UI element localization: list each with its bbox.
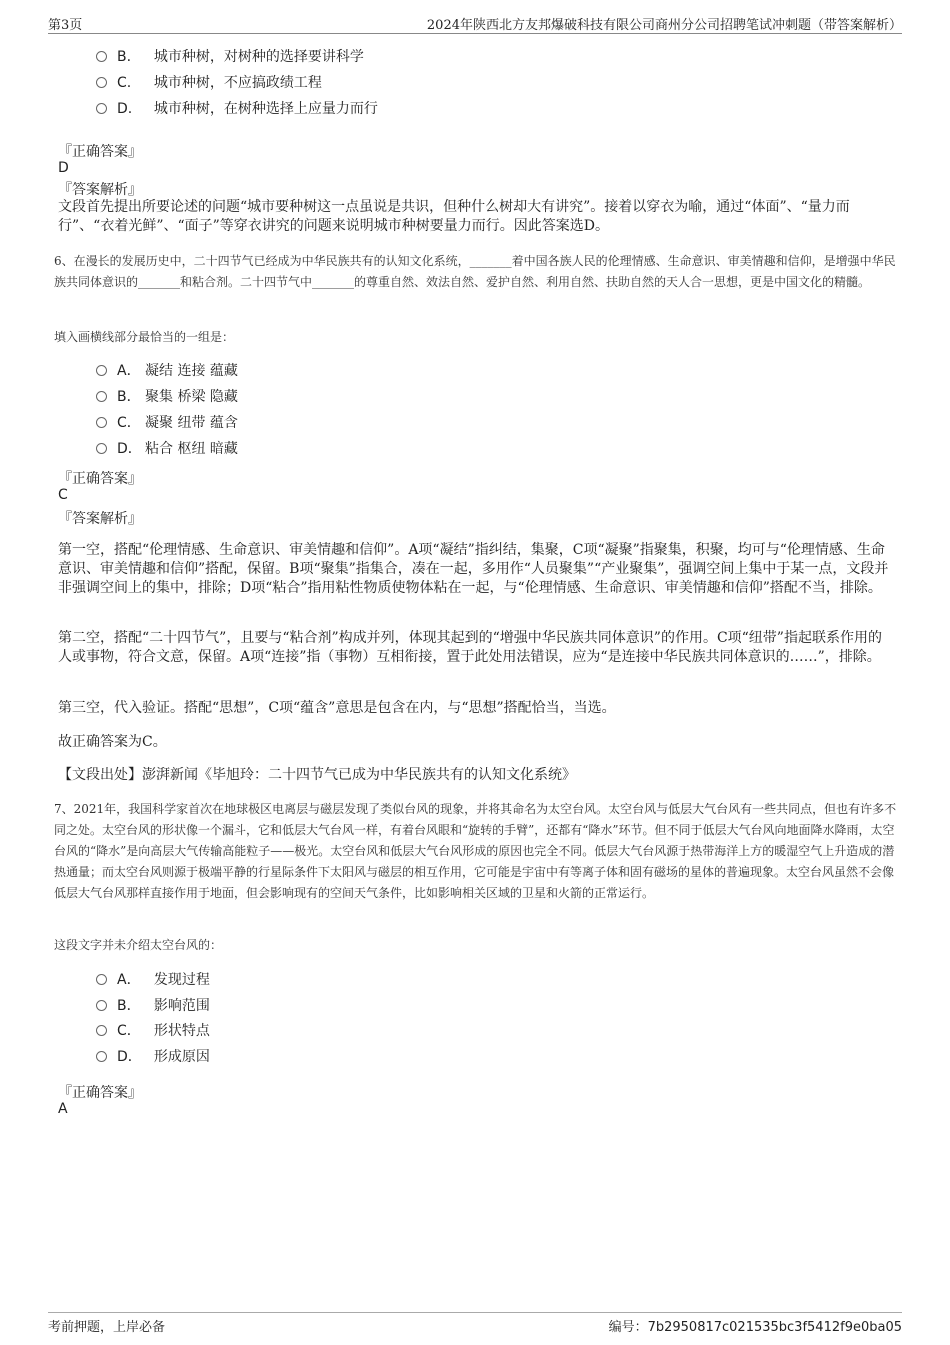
- q5-analysis-heading: 『答案解析』: [58, 182, 142, 198]
- radio-icon[interactable]: [96, 77, 107, 88]
- page-header: [48, 14, 902, 34]
- q7-option-b[interactable]: B． 影响范围: [96, 996, 210, 1016]
- q7-option-a[interactable]: A． 发现过程: [96, 970, 210, 990]
- q6-prompt: 填入画横线部分最恰当的一组是：: [54, 330, 235, 344]
- q6-analysis-para-2: 第二空，搭配“二十四节气”，且要与“粘合剂”构成并列，体现其起到的“增强中华民族共同体意识”的作用。C项“纽带”指起联系作用的人或事物，符合文意，保留。A项“连接”指（事物）互相衔接，置于此处用法错误，应为“是连接中华民族共同体意识的……”，排除。: [58, 630, 882, 665]
- radio-icon[interactable]: [96, 1025, 107, 1036]
- q7-stem: 7、2021年，我国科学家首次在地球极区电离层与磁层发现了类似台风的现象，并将其命名为太空台风。太空台风与低层大气台风有一些共同点，但也有许多不同之处。太空台风的形状像一个漏斗，它和低层大气台风一样，有着台风眼和“旋转的手臂”，还都有“降水”环节。但不同于低层大气台风向地面降水降雨，太空台风的“降水”是向高层大气传输高能粒子——极光。太空台风和低层大气台风形成的原因也完全不同。低层大气台风源于热带海洋上方的暖湿空气上升造成的潜热通量；而太空台风则源于极端平静的行星际条件下太阳风与磁层的相互作用，它可能是宇宙中有等离子体和固有磁场的星体的普遍现象。太空台风虽然不会像低层大气台风那样直接作用于地面，但会影响现有的空间天气条件，比如影响相关区域的卫星和火箭的正常运行。: [54, 802, 897, 900]
- q5-answer-heading: 『正确答案』: [58, 144, 142, 160]
- q6-option-d[interactable]: D． 粘合 枢纽 暗藏: [96, 439, 238, 459]
- radio-icon[interactable]: [96, 1051, 107, 1062]
- q7-option-d[interactable]: D． 形成原因: [96, 1047, 210, 1067]
- q6-option-a[interactable]: A． 凝结 连接 蕴藏: [96, 361, 238, 381]
- q6-analysis-para-3: 第三空，代入验证。搭配“思想”，C项“蕴含”意思是包含在内，与“思想”搭配恰当，当选。: [58, 700, 616, 716]
- radio-icon[interactable]: [96, 103, 107, 114]
- document-title: 2024年陕西北方友邦爆破科技有限公司商州分公司招聘笔试冲刺题（带答案解析）: [426, 18, 902, 33]
- document-code: 编号：7b2950817c021535bc3f5412f9e0ba05: [608, 1320, 902, 1335]
- q6-answer: C: [58, 487, 68, 503]
- footer-slogan: 考前押题，上岸必备: [48, 1320, 166, 1335]
- q7-option-c[interactable]: C． 形状特点: [96, 1021, 210, 1041]
- q6-answer-heading: 『正确答案』: [58, 471, 142, 487]
- radio-icon[interactable]: [96, 391, 107, 402]
- q5-answer: D: [58, 160, 69, 176]
- q6-option-b[interactable]: B． 聚集 桥梁 隐藏: [96, 387, 238, 407]
- q6-stem: 6、在漫长的发展历史中，二十四节气已经成为中华民族共有的认知文化系统，_______着中国各族人民的伦理情感、生命意识、审美情趣和信仰，是增强中华民族共同体意识的_______和粘合剂。二十四节气中_______的尊重自然、效法自然、爱护自然、利用自然、扶助自然的天人合一思想，更是中国文化的精髓。: [54, 254, 896, 289]
- radio-icon[interactable]: [96, 51, 107, 62]
- radio-icon[interactable]: [96, 1000, 107, 1011]
- q5-option-b[interactable]: B. 城市种树，对树种的选择要讲科学: [96, 47, 364, 67]
- q7-prompt: 这段文字并未介绍太空台风的：: [54, 938, 223, 952]
- q6-analysis-heading: 『答案解析』: [58, 511, 142, 527]
- footer-divider: [48, 1312, 902, 1313]
- radio-icon[interactable]: [96, 974, 107, 985]
- q6-analysis-para-1: 第一空，搭配“伦理情感、生命意识、审美情趣和信仰”。A项“凝结”指纠结，集聚，C项“凝聚”指聚集，积聚，均可与“伦理情感、生命意识、审美情趣和信仰”搭配，保留。B项“聚集”指集合，凑在一起，多用作“人员聚集”“产业聚集”，强调空间上集中于某一点，文段并非强调空间上的集中，排除；D项“粘合”指用粘性物质使物体粘在一起，与“伦理情感、生命意识、审美情趣和信仰”搭配不当，排除。: [58, 542, 889, 596]
- radio-icon[interactable]: [96, 443, 107, 454]
- q5-option-c[interactable]: C. 城市种树，不应搞政绩工程: [96, 73, 322, 93]
- q6-source: 【文段出处】澎湃新闻《毕旭玲：二十四节气已成为中华民族共有的认知文化系统》: [58, 767, 576, 783]
- radio-icon[interactable]: [96, 365, 107, 376]
- q6-analysis-para-4: 故正确答案为C。: [58, 734, 167, 750]
- q5-option-d[interactable]: D. 城市种树，在树种选择上应量力而行: [96, 99, 378, 119]
- header-divider: [48, 33, 902, 34]
- q7-answer: A: [58, 1101, 68, 1117]
- q6-option-c[interactable]: C． 凝聚 纽带 蕴含: [96, 413, 238, 433]
- q5-analysis: 文段首先提出所要论述的问题“城市要种树这一点虽说是共识，但种什么树却大有讲究”。接着以穿衣为喻，通过“体面”、“量力而行”、“衣着光鲜”、“面子”等穿衣讲究的问题来说明城市种树要量力而行。因此答案选D。: [58, 199, 850, 234]
- q7-answer-heading: 『正确答案』: [58, 1085, 142, 1101]
- radio-icon[interactable]: [96, 417, 107, 428]
- page-number: 第3页: [48, 18, 83, 33]
